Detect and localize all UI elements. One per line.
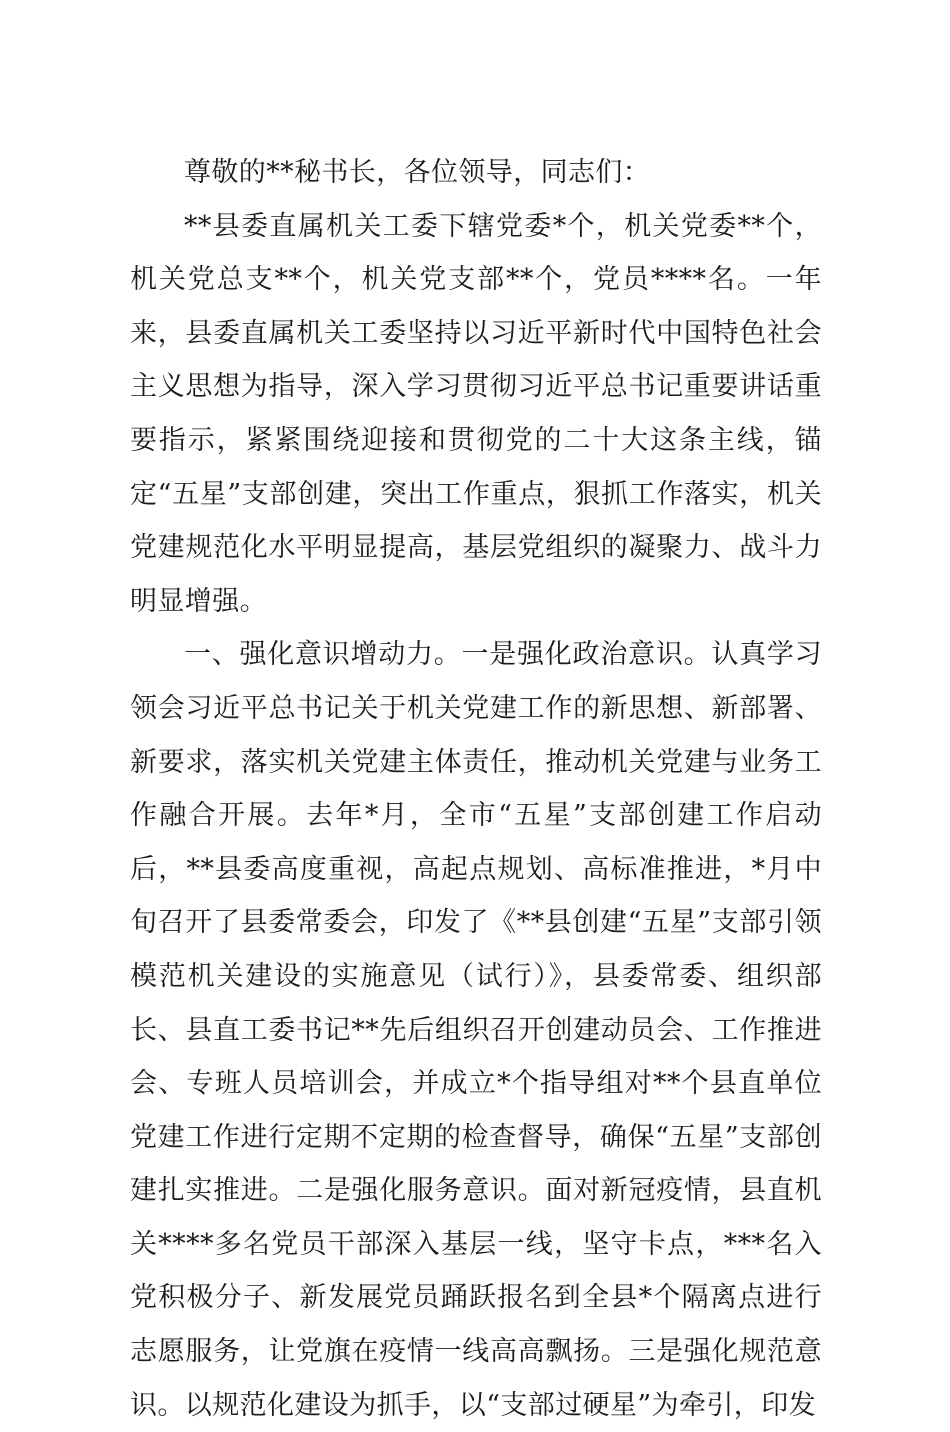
salutation: 尊敬的**秘书长，各位领导，同志们： xyxy=(184,157,651,188)
paragraph-section-one: 一、强化意识增动力。一是强化政治意识。认真学习领会习近平总书记关于机关党建工作的新思想、新部署、新要求，落实机关党建主体责任，推动机关党建与业务工作融合开展。去年*月，全市“五星”支部创建工作启动后，**县委高度重视，高起点规划、高标准推进，*月中旬召开了县委常委会，印发了《**县创建“五星”支部引领模范机关建设的实施意见（试行）》，县委常委、组织部长、县直工委书记**先后组织召开创建动员会、工作推进会、专班人员培训会，并成立*个指导组对**个县直单位党建工作进行定期不定期的检查督导，确保“五星”支部创建扎实推进。二是强化服务意识。面对新冠疫情，县直机关****多名党员干部深入基层一线，坚守卡点，***名入党积极分子、新发展党员踊跃报名到全县*个隔离点进行志愿服务，让党旗在疫情一线高高飘扬。三是强化规范意识。以规范化建设为抓手，以“支部过硬星”为牵引，印发 xyxy=(130,639,822,1421)
paragraph-intro: **县委直属机关工委下辖党委*个，机关党委**个，机关党总支**个，机关党支部**个，党员****名。一年来，县委直属机关工委坚持以习近平新时代中国特色社会主义思想为指导，深入学习贯彻习近平总书记重要讲话重要指示，紧紧围绕迎接和贯彻党的二十大这条主线，锚定“五星”支部创建，突出工作重点，狠抓工作落实，机关党建规范化水平明显提高，基层党组织的凝聚力、战斗力明显增强。 xyxy=(130,210,822,617)
document-body xyxy=(130,146,822,1432)
